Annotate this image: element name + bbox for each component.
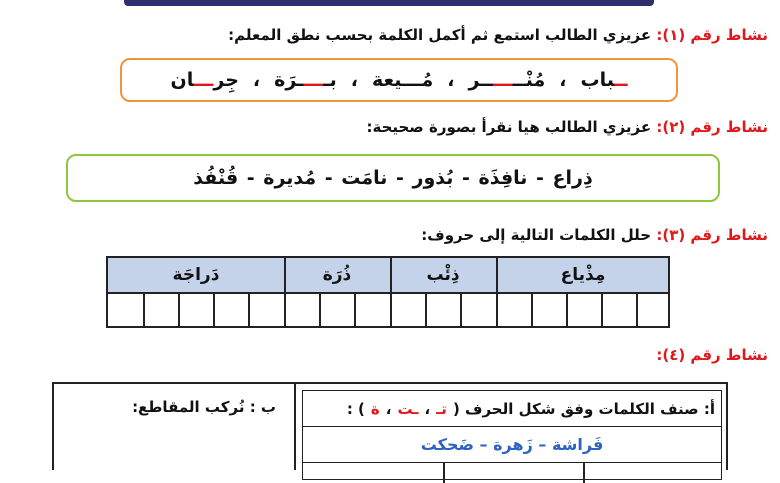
answer-cell-divider — [390, 294, 392, 328]
answer-cell-divider — [460, 294, 462, 328]
word-2: مُنْـــــــر — [468, 69, 546, 91]
word-4: بـــــرَة — [274, 69, 337, 91]
separator: ، — [385, 399, 392, 418]
part-a-words: فَراشة – زَهرة – ضَحكت — [303, 427, 721, 463]
part-a-cell — [296, 384, 726, 470]
word-5: جِرـــان — [170, 69, 239, 91]
answer-cell-divider — [319, 294, 321, 328]
answer-cell-divider — [143, 294, 145, 328]
part-a-answer-row — [303, 463, 721, 483]
table-header-cell: ذِئْب — [426, 265, 460, 285]
divider — [496, 258, 498, 294]
activity3-heading — [421, 226, 768, 244]
separator: ، — [424, 399, 431, 418]
answer-cell-divider — [178, 294, 180, 328]
activity1-instruction: عزيزي الطالب استمع ثم أكمل الكلمة بحسب نطق المعلم: — [228, 26, 652, 44]
activity4-table — [52, 382, 728, 470]
divider — [443, 463, 445, 483]
activity2-instruction: عزيزي الطالب هيا نقرأ بصورة صحيحة: — [366, 118, 652, 136]
letter-form: ة — [370, 399, 380, 418]
part-b-label: ب : نُركب المقاطع: — [132, 398, 276, 416]
table-header-row — [108, 258, 668, 294]
answer-cell-divider — [496, 294, 498, 328]
word-1: ــباب — [580, 69, 628, 91]
answer-cell-divider — [566, 294, 568, 328]
separator: ، — [447, 69, 455, 91]
answer-cell-divider — [601, 294, 603, 328]
divider — [390, 258, 392, 294]
word-3: مُـــيعة — [371, 69, 434, 91]
part-a-inner-table — [302, 390, 722, 480]
activity4-label: نشاط رقم (٤): — [656, 346, 768, 364]
separator: ، — [252, 69, 261, 91]
activity2-heading — [366, 118, 768, 136]
answer-cell-divider — [213, 294, 215, 328]
divider — [284, 258, 286, 294]
part-a-title — [303, 391, 721, 427]
separator: ، — [350, 69, 358, 91]
activity2-words-box: ذِراع - نافِذَة - بُذور - نامَت - مُديرة - قُنْفُذ — [66, 154, 720, 202]
answer-cell-divider — [284, 294, 286, 328]
separator: ، — [559, 69, 567, 91]
letters-analysis-table — [106, 256, 670, 328]
answer-cell-divider — [248, 294, 250, 328]
activity3-label: نشاط رقم (٣): — [656, 226, 768, 244]
divider — [583, 463, 585, 483]
answer-cell-divider — [425, 294, 427, 328]
answer-cell-divider — [354, 294, 356, 328]
part-a-title-suffix: ) : — [346, 399, 365, 418]
activity1-heading — [228, 26, 768, 44]
activity4-heading — [656, 346, 768, 364]
table-header-cell: ذُرَة — [322, 265, 352, 285]
activity1-words-box — [120, 58, 678, 102]
activity2-label: نشاط رقم (٢): — [656, 118, 768, 136]
part-b-cell — [54, 384, 296, 470]
table-header-cell: مِذْياع — [560, 265, 606, 285]
activity3-instruction: حلل الكلمات التالية إلى حروف: — [421, 226, 652, 244]
answer-cell-divider — [636, 294, 638, 328]
answer-cell-divider — [531, 294, 533, 328]
top-banner — [124, 0, 654, 6]
letter-form: تـ — [436, 399, 447, 418]
table-header-cell: دَراجَة — [172, 265, 220, 285]
activity1-label: نشاط رقم (١): — [656, 26, 768, 44]
letter-form: ـت — [397, 399, 419, 418]
part-a-title-prefix: أ: صنف الكلمات وفق شكل الحرف ( — [452, 399, 715, 418]
